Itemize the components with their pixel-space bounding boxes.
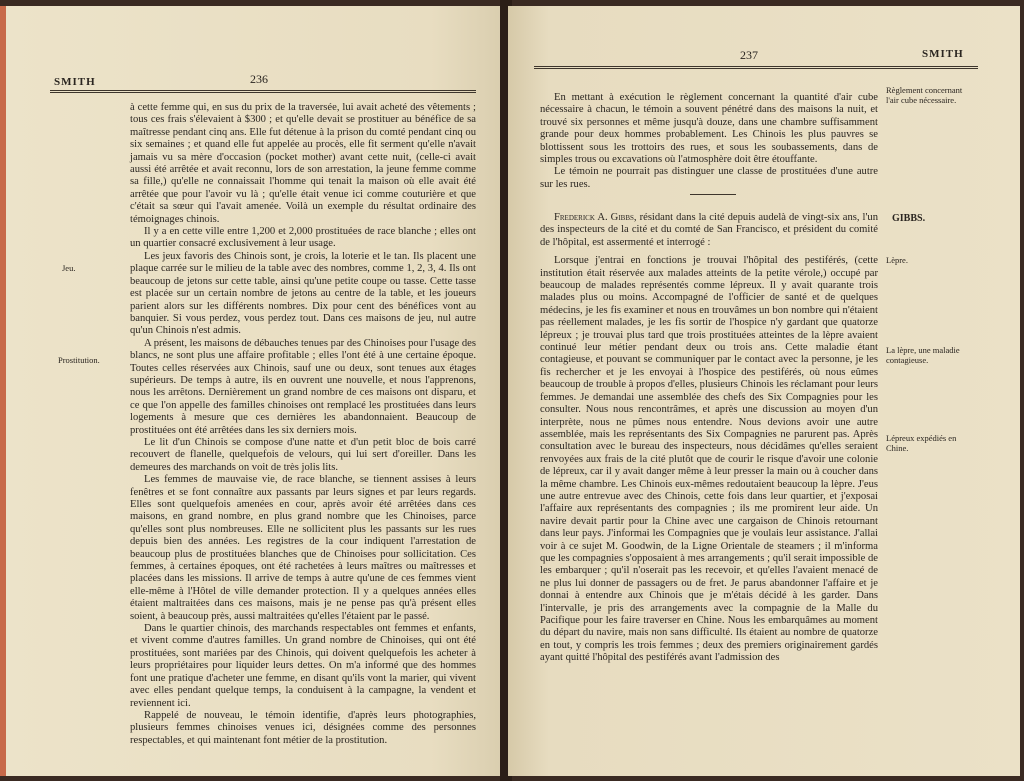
paragraph: Les femmes de mauvaise vie, de race blanche, se tiennent assises à leurs fenêtres et se font connaître aux passants par leurs signes et par leurs regards. Elles sont quelquefois amenées en cour, après avoir été arrêtées dans ces maisons, en grand nombre, en plus grand nombre que les Chinoises, parce qu'elles sont plus nombreuses. Elle ne sollicitent plus les passants sur les rues depuis bien des années. Les registres de la cour indiquent l'arrestation de beaucoup plus de prostituées blanches que de Chinoises pour sollicitation. Ces femmes, à certaines époques, ont été rachetées à leurs maîtres ou maîtresses et placées dans les missions. Il arrive de temps à autre qu'une de ces femmes vient elle-même à l'Hôtel de ville demander protection. Il y a quelques années elles étaient maltraitées dans ces maisons, mais je ne pense pas qu'à présent elles soient, à beaucoup près, aussi maltraitées qu'elles l'étaient par le passé. xyxy=(130,474,476,622)
witness-name: Frederick A. Gibbs, xyxy=(554,212,637,223)
section-divider xyxy=(690,194,736,195)
paragraph: Le lit d'un Chinois se compose d'une natte et d'un petit bloc de bois carré recouvert de flanelle, quelquefois de velours, qui lui sert d'oreiller. Dans les demeures des marchands on voit de très jolis lits. xyxy=(130,436,476,473)
header-rule-right xyxy=(534,66,978,69)
page-number-right: 237 xyxy=(740,48,758,62)
running-header-left: SMITH xyxy=(54,76,96,88)
paragraph: à cette femme qui, en sus du prix de la traversée, lui avait acheté des vêtements ; tous ces frais s'élevaient à $300 ; et qu'elle devait se prostituer au bénéfice de sa maîtresse pendant cinq ans. Elle fut détenue à la prison du comté pendant cinq ou six semaines ; et quand elle fut appelée au procès, elle fit serment qu'elle n'avait jamais vu sa mère d'occasion (pocket mother) avant cette nuit, (celle-ci avait aussi été arrêtée et avait reconnu, lors de son arrestation, la jeune femme comme sa fille,) qu'elle ne connaissait l'homme qui tenait la maison où elle avait été arrêtée que pour l'avoir vu là ; qu'elle était venue ici comme couturière et que c'était sa sœur qui l'avait amenée. Voilà un exemple du résultat ordinaire des témoignages chinois. xyxy=(130,102,476,225)
right-page xyxy=(508,6,1020,776)
left-body-text xyxy=(130,102,476,747)
header-rule-left xyxy=(50,90,476,93)
right-body-text xyxy=(540,212,878,665)
paragraph: Le témoin ne pourrait pas distinguer une classe de prostituées d'une autre sur les rues. xyxy=(540,166,878,190)
margin-note-contagieuse: La lèpre, une maladie contagieuse. xyxy=(886,345,960,365)
paragraph: Les jeux favoris des Chinois sont, je crois, la loterie et le tan. Ils placent une plaque carrée sur le milieu de la table avec des nombres, comme 1, 2, 3, 4. Ils ont beaucoup de jetons sur cette table, ainsi qu'une petite coupe ou tasse. Cette tasse est placée sur un certain nombre de jetons au centre de la table, et les joueurs parient alors sur les différents nombres. Dix pour cent des bénéfices vont au banquier. Si vous perdez, vous perdez tout. Dans ces maisons de jeu, nul autre qu'un Chinois n'est admis. xyxy=(130,250,476,337)
margin-note-lepre: Lèpre. xyxy=(886,255,908,265)
margin-note-gibbs: GIBBS. xyxy=(892,213,926,224)
witness-intro-paragraph xyxy=(540,212,878,249)
margin-note-jeu: Jeu. xyxy=(62,263,76,273)
running-header-right: SMITH xyxy=(922,48,964,60)
witness-intro: résidant dans la cité depuis audelà de vingt-six ans, l'un des inspecteurs de la cité et du comté de San Francisco, et président du comité de l'hôpital, est assermenté et interrogé : xyxy=(540,212,878,248)
paragraph: Lorsque j'entrai en fonctions je trouvai l'hôpital des pestiférés, (cette institution était réservée aux malades atteints de la petite vérole,) occupé par beaucoup de malades représentés comme lépreux. Il y avait quarante trois malades plus ou moins. Accompagné de l'officier de santé et de quelques médecins, je les fis examiner et nous en trouvâmes un bon nombre qui n'étaient pas réellement malades, je les fis sortir de l'hospice n'y gardant que quatorze lépreux ; je trouvai plus tard que trois prostituées atteintes de la lèpre avaient continué leur métier pendant deux ou trois ans. Cette maladie étant contagieuse, et pouvant se communiquer par le contact avec la personne, je les fis rechercher et je les envoyai à l'hospice des pestiférés, où nous eûmes beaucoup de trouble à propos d'elles, plusieurs Chinois les réclamant pour leurs femmes. Je demandai une assemblée des chefs des Six Compagnies pour les consulter. Nous nous rencontrâmes, et après une discussion au moyen d'un interprète, nous ne pûmes nous entendre. Nous devions avoir une autre assemblée, mais les représentants des Six Compagnies ne parurent pas. Après consultation avec le bureau des inspecteurs, nous décidâmes qu'elles seraient renvoyées aux frais de la cité plutôt que de courir le risque d'avoir une colonie de lépreux, car il y avait danger même à leur presser la main ou à coucher dans la même chambre. Les Chinois eux-mêmes redoutaient beaucoup la lèpre. J'eus une autre entrevue avec des Chinois, cette fois dans leur quartier, et j'exposai l'affaire aux représentants des compagnies ; ils me promirent leur aide. Un navire devait partir pour la Chine avec une cargaison de Chinois retournant dans leur pays. J'informai les Compagnies que je voulais leur assistance. J'allai voir à ce sujet M. Goodwin, de la Ligne Orientale de steamers ; il m'informa que les compagnies s'opposaient à mes arrangements ; qu'il serait impossible de les embarquer ; qu'il n'oserait pas les recevoir, et qu'elles l'avaient menacé de ne plus lui donner de passagers ou de fret. Je parus abandonner l'affaire et je donnai à entendre aux Chinois que je m'étais décidé à les garder. Dans l'intervalle, je pris des arrangements avec la compagnie de la Malle du Pacifique pour les faire traverser en Chine. Nous les embarquâmes au moment du départ du navire, mais non sans difficulté. Ils étaient au nombre de quatorze en tout, y compris les trois femmes ; deux des premiers originairement gardés ayant quitté l'hôpital des pestiférés avant l'admission des xyxy=(540,255,878,664)
paragraph: En mettant à exécution le règlement concernant la quantité d'air cube nécessaire à chacun, le témoin a souvent pénétré dans des maisons la nuit, et trouvé six personnes et même jusqu'à douze, dans une chambre suffisamment grande pour deux hommes probablement. Les Chinois les plus pauvres se blottissent sous les trottoirs des rues, et sous les soubassements, dans de simples trous ou excavations où l'atmosphère doit être étouffante. xyxy=(540,92,878,166)
right-top-text xyxy=(540,92,878,191)
margin-note-expediees: Lépreux expédiés en Chine. xyxy=(886,433,957,453)
margin-note-prostitution: Prostitution. xyxy=(58,355,100,365)
margin-note-reglement: Règlement concernant l'air cube nécessaire. xyxy=(886,85,963,105)
page-number-left: 236 xyxy=(250,72,268,86)
left-page xyxy=(0,6,506,776)
paragraph: Il y a en cette ville entre 1,200 et 2,000 prostituées de race blanche ; elles ont un quartier consacré exclusivement à leur usage. xyxy=(130,226,476,250)
paragraph: Dans le quartier chinois, des marchands respectables ont femmes et enfants, et vivent comme d'autres familles. Un grand nombre de Chinoises, qui ont été prostituées, sont mariées par des Chinois, qui doivent quelquefois les acheter à leurs propriétaires pour liquider leurs dettes. On m'a informé que des hommes font une pratique d'acheter une femme, en disant qu'ils vont la marier, qui vivent avec elles pendant quelque temps, la conduisent à la campagne, la vendent et reviennent ici. xyxy=(130,623,476,709)
paragraph: A présent, les maisons de débauches tenues par des Chinoises pour l'usage des blancs, ne sont plus une affaire profitable ; elles l'ont été à une certaine époque. Toutes celles réservées aux Chinois, sauf une ou deux, sont tenues aux étages supérieurs. De temps à autre, ils en ouvrent une nouvelle, et nous l'apprenons, nous les arrêtons. Dernièrement un grand nombre de ces maisons ont disparu, et ce que l'on appelle des familles chinoises ont remplacé les prostituées dans leurs logements à mesure que ces dernières les abandonnaient. Beaucoup de prostituées ont été arrêtées dans les six derniers mois. xyxy=(130,337,476,436)
paragraph: Rappelé de nouveau, le témoin identifie, d'après leurs photographies, plusieurs femmes chinoises venues ici, désignées comme des personnes respectables, et qui maintenant font métier de la prostitution. xyxy=(130,709,476,746)
